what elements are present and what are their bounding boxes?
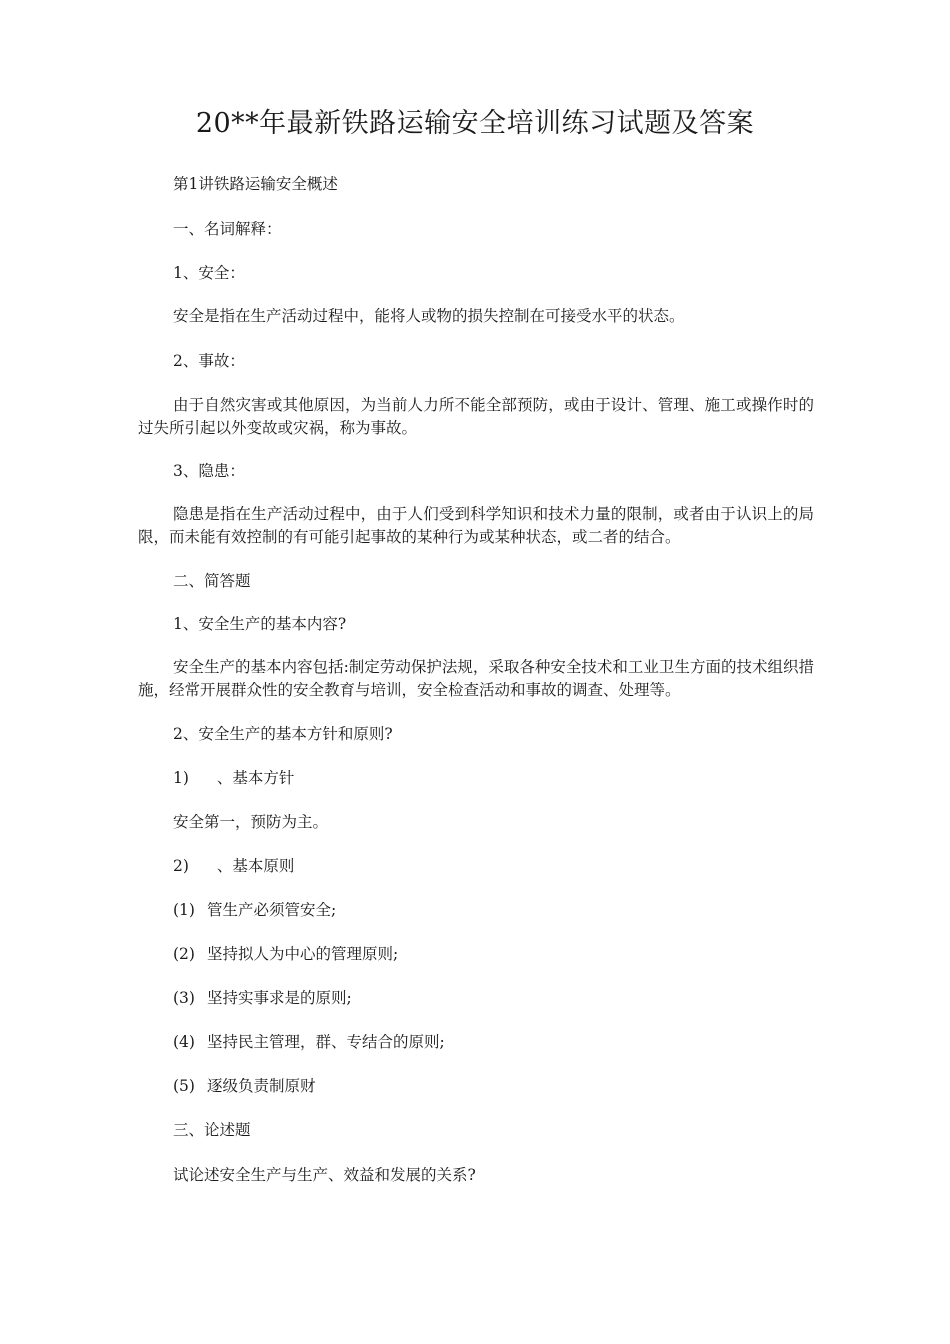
- policy-text: 安全第一，预防为主。: [173, 813, 329, 831]
- subheading-principles-number: 2): [173, 857, 189, 875]
- subheading-policy: [173, 767, 294, 790]
- principle-item: [173, 943, 398, 966]
- definition-safety: 安全是指在生产活动过程中，能将人或物的损失控制在可接受水平的状态。: [173, 307, 685, 325]
- principle-item: [173, 899, 336, 922]
- essay-question: 试论述安全生产与生产、效益和发展的关系?: [173, 1166, 476, 1184]
- subheading-principles-label: 、基本原则: [216, 857, 295, 875]
- principle-number: (4): [173, 1033, 195, 1051]
- principle-text: 坚持实事求是的原则;: [206, 989, 352, 1007]
- principle-item: [173, 1075, 315, 1098]
- question-1: 1、安全生产的基本内容?: [173, 615, 347, 633]
- term-accident: 2、事故：: [173, 352, 245, 370]
- subheading-policy-number: 1): [173, 769, 189, 787]
- section-heading-definitions: 一、名词解释：: [173, 220, 282, 238]
- subheading-principles: [173, 855, 294, 878]
- principle-item: [173, 1031, 445, 1054]
- definition-hazard: 隐患是指在生产活动过程中，由于人们受到科学知识和技术力量的限制，或者由于认识上的局限，而未能有效控制的有可能引起事故的某种行为或某种状态，或二者的结合。: [138, 505, 814, 546]
- lecture-heading: 第1讲铁路运输安全概述: [173, 175, 338, 193]
- principle-text: 坚持拟人为中心的管理原则;: [206, 945, 399, 963]
- principle-number: (3): [173, 989, 195, 1007]
- answer-1: 安全生产的基本内容包括:制定劳动保护法规，采取各种安全技术和工业卫生方面的技术组织措施，经常开展群众性的安全教育与培训，安全检查活动和事故的调查、处理等。: [138, 658, 814, 699]
- section-heading-short-answer: 二、简答题: [173, 572, 251, 590]
- term-hazard: 3、隐患：: [173, 462, 245, 480]
- principle-number: (5): [173, 1077, 195, 1095]
- principle-text: 坚持民主管理，群、专结合的原则;: [206, 1033, 445, 1051]
- subheading-policy-label: 、基本方针: [216, 769, 295, 787]
- principle-number: (1): [173, 901, 195, 919]
- definition-accident: 由于自然灾害或其他原因，为当前人力所不能全部预防，或由于设计、管理、施工或操作时的过失所引起以外变故或灾祸，称为事故。: [138, 396, 814, 437]
- principle-text: 管生产必须管安全;: [206, 901, 337, 919]
- section-heading-essay: 三、论述题: [173, 1121, 251, 1139]
- term-safety: 1、安全：: [173, 264, 245, 282]
- principle-text: 逐级负责制原财: [206, 1077, 316, 1095]
- document-title: 20**年最新铁路运输安全培训练习试题及答案: [195, 108, 755, 139]
- principle-item: [173, 987, 352, 1010]
- principle-number: (2): [173, 945, 195, 963]
- question-2: 2、安全生产的基本方针和原则?: [173, 725, 393, 743]
